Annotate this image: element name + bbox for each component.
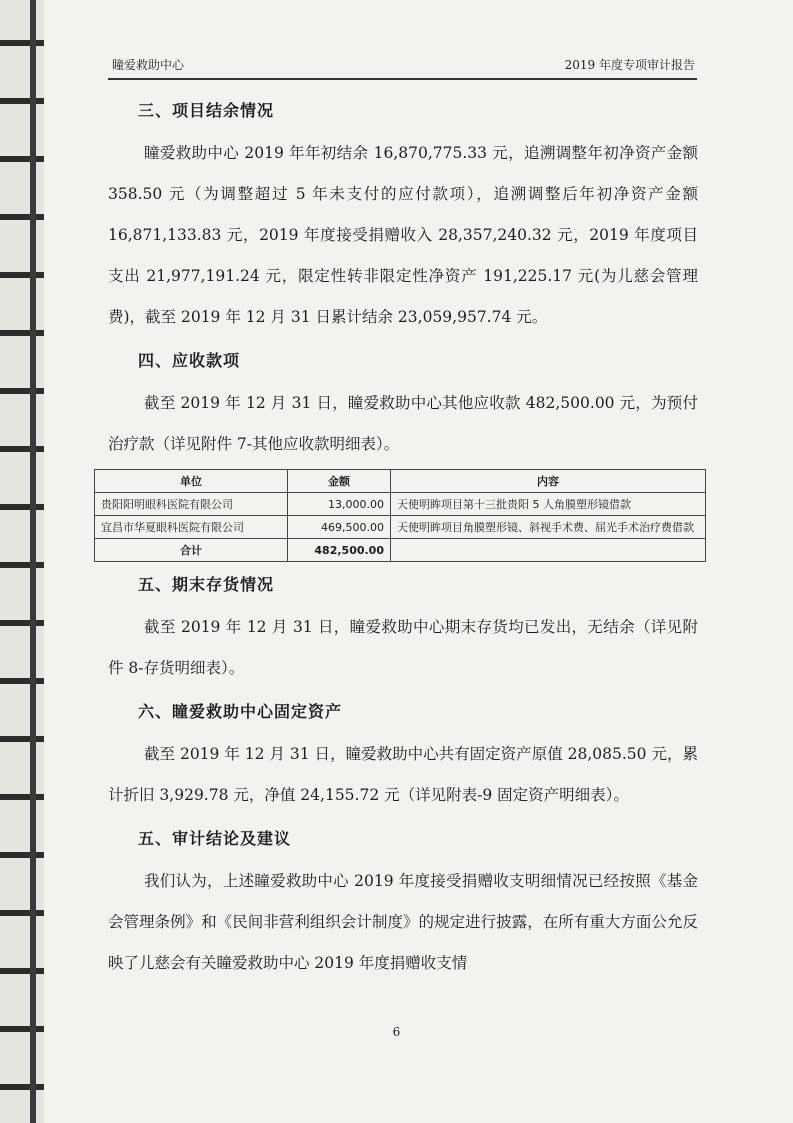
table-row	[95, 493, 706, 516]
cell-amount: 469,500.00	[288, 516, 391, 539]
col-unit: 单位	[95, 470, 288, 493]
section-title: 五、审计结论及建议	[138, 829, 292, 848]
cell-amount: 13,000.00	[288, 493, 391, 516]
section-fixed-assets	[108, 699, 698, 816]
section-body: 截至 2019 年 12 月 31 日，瞳爱救助中心共有固定资产原值 28,085.50 元，累计折旧 3,929.78 元，净值 24,155.72 元（详见附表-9 固定资产明细表）。	[108, 745, 698, 804]
section-title: 六、瞳爱救助中心固定资产	[138, 702, 343, 721]
cell-content: 天使明眸项目角膜塑形镜、斜视手术费、屈光手术治疗费借款	[391, 516, 706, 539]
section-receivables	[101, 348, 698, 562]
binding-strip	[30, 0, 36, 1123]
total-amount: 482,500.00	[288, 539, 391, 562]
header-left: 瞳爱救助中心	[112, 58, 185, 72]
table-row	[95, 516, 706, 539]
cell-content: 天使明眸项目第十三批贵阳 5 人角膜塑形镜借款	[391, 493, 706, 516]
page-content	[101, 98, 698, 994]
col-content: 内容	[391, 470, 706, 493]
section-inventory	[108, 572, 698, 689]
page-number: 6	[392, 1025, 401, 1039]
section-title: 四、应收款项	[138, 351, 241, 370]
section-body: 我们认为，上述瞳爱救助中心 2019 年度接受捐赠收支明细情况已经按照《基金会管理条例》和《民间非营利组织会计制度》的规定进行披露，在所有重大方面公允反映了儿慈会有关瞳爱救助中心 2019 年度捐赠收支情	[108, 872, 698, 972]
table-total-row	[95, 539, 706, 562]
cell-empty	[391, 539, 706, 562]
section-title: 三、项目结余情况	[138, 101, 275, 120]
receivables-table	[94, 469, 706, 562]
total-label: 合计	[95, 539, 288, 562]
col-amount: 金额	[288, 470, 391, 493]
section-balance	[108, 98, 698, 338]
cell-unit: 宜昌市华夏眼科医院有限公司	[95, 516, 288, 539]
page-header	[108, 52, 697, 80]
spiral-binding	[0, 0, 44, 1123]
section-body: 截至 2019 年 12 月 31 日，瞳爱救助中心其他应收款 482,500.00 元，为预付治疗款（详见附件 7-其他应收款明细表）。	[108, 394, 698, 453]
section-body: 瞳爱救助中心 2019 年年初结余 16,870,775.33 元，追溯调整年初净资产金额 358.50 元（为调整超过 5 年未支付的应付款项），追溯调整后年初净资产金额 16,871,133.83 元，2019 年度接受捐赠收入 28,357,240.32 元，2019 年度项目支出 21,977,191.24 元，限定性转非限定性净资产 191,225.17 元(为儿慈会管理费)，截至 2019 年 12 月 31 日累计结余 23,059,957.74 元。	[108, 144, 698, 326]
cell-unit: 贵阳阳明眼科医院有限公司	[95, 493, 288, 516]
section-conclusion	[108, 826, 698, 984]
table-header-row	[95, 470, 706, 493]
section-body: 截至 2019 年 12 月 31 日，瞳爱救助中心期末存货均已发出，无结余（详见附件 8-存货明细表）。	[108, 618, 698, 677]
section-title: 五、期末存货情况	[138, 575, 275, 594]
header-right: 2019 年度专项审计报告	[564, 58, 695, 72]
